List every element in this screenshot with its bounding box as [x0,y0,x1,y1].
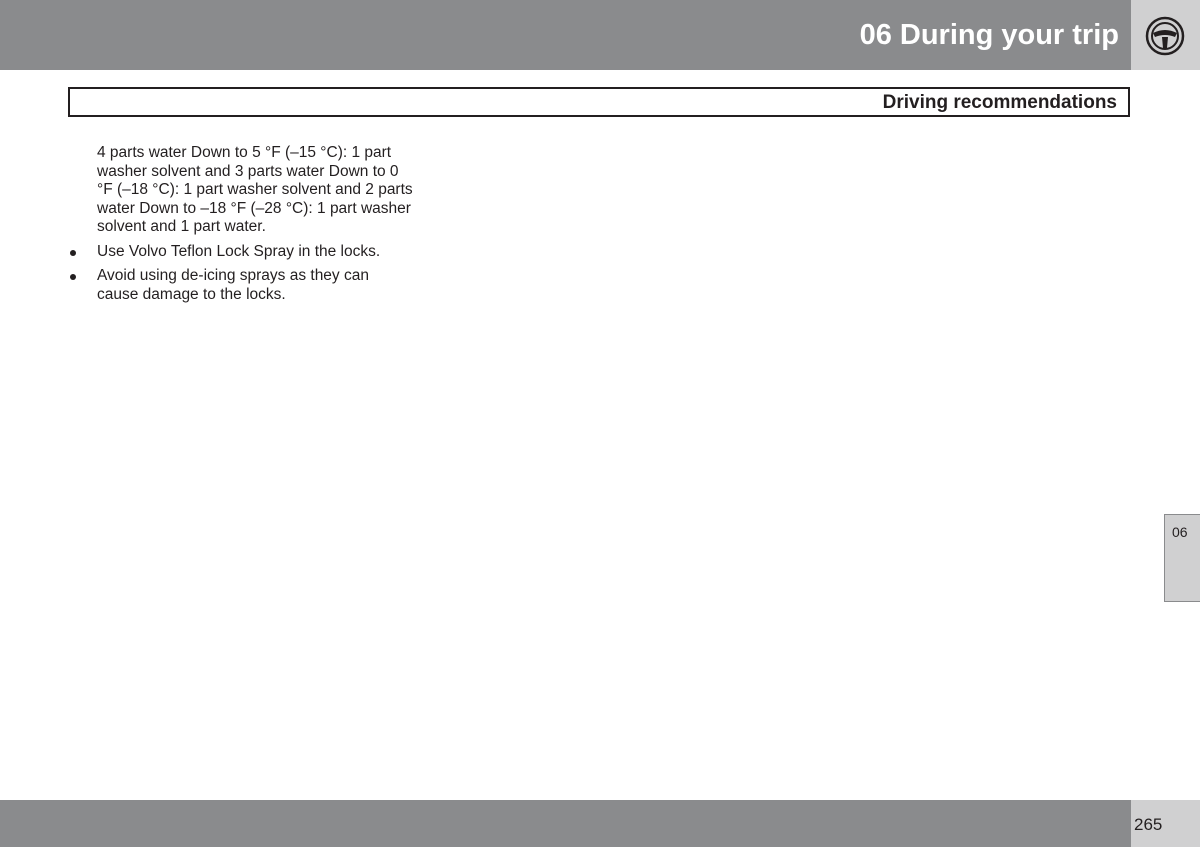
content-column [68,144,413,310]
section-header [68,87,1130,117]
chapter-icon-box [1131,0,1200,70]
chapter-side-tab [1164,514,1200,602]
top-header-bar [0,0,1131,70]
list-item [68,267,413,304]
list-item [68,243,413,262]
side-tab-label: 06 [1172,524,1188,540]
list-item-text: Use Volvo Teflon Lock Spray in the locks. [97,242,381,260]
page-number-box [1131,800,1200,847]
bottom-footer-bar [0,800,1131,847]
chapter-title: 06 During your trip [859,19,1119,51]
bullet-dot-icon [70,274,76,280]
bullet-dot-icon [70,250,76,256]
steering-wheel-icon [1145,16,1185,56]
list-item-text: Avoid using de-icing sprays as they can cause damage to the locks. [97,267,369,303]
body-paragraph: 4 parts water Down to 5 °F (–15 °C): 1 part washer solvent and 3 parts water Down to 0 °F (–18 °C): 1 part washer solvent and 2 parts water Down to –18 °F (–28 °C): 1 part washer solvent and 1 part water. [97,144,413,235]
section-title: Driving recommendations [882,92,1117,113]
page-number: 265 [1134,815,1163,834]
